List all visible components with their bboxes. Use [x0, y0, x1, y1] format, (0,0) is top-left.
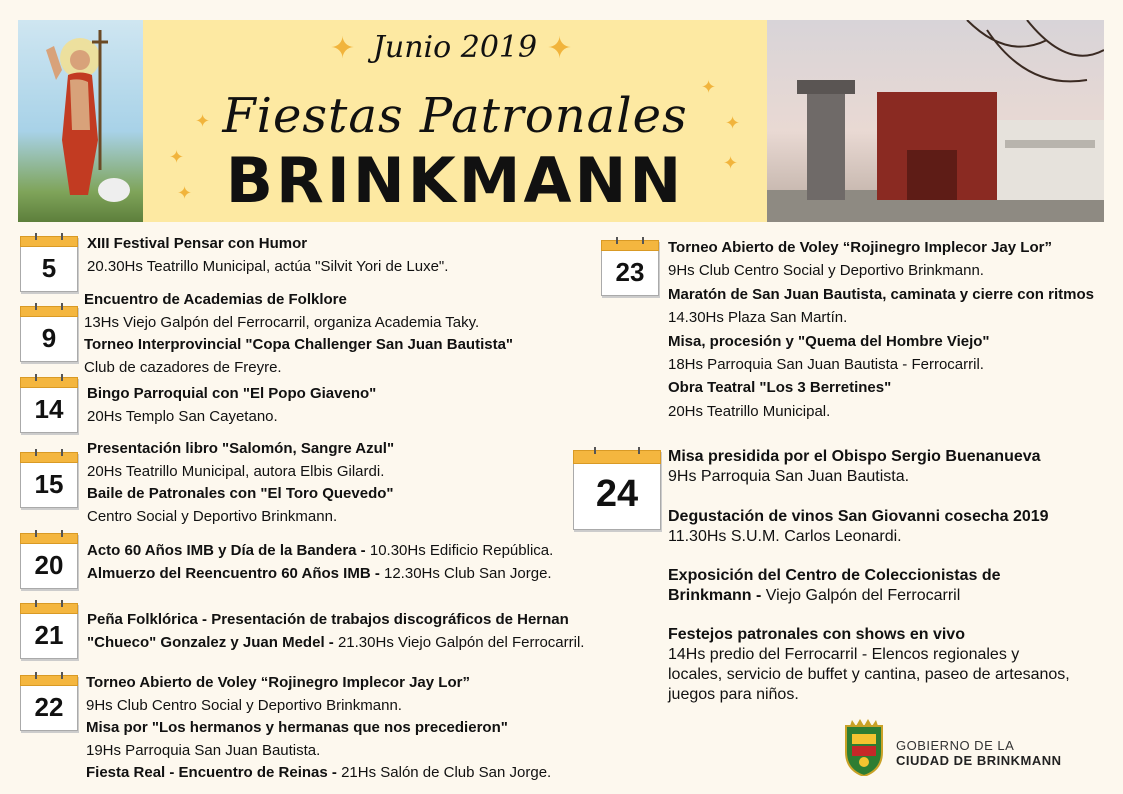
event-detail: 9Hs Club Centro Social y Deportivo Brinkmann. — [86, 696, 402, 714]
calendar-icon-day-23 — [601, 240, 659, 296]
day-number: 23 — [615, 257, 645, 287]
event-title: Presentación libro "Salomón, Sangre Azul" — [87, 440, 395, 457]
event-detail: 12.30Hs Club San Jorge. — [379, 564, 552, 582]
sparkle-icon: ✦ — [195, 111, 211, 131]
event-detail: 13Hs Viejo Galpón del Ferrocarril, organiza Academia Taky. — [84, 313, 480, 331]
event-detail: 21Hs Salón de Club San Jorge. — [336, 764, 552, 781]
event-title: Torneo Abierto de Voley “Rojinegro Implecor Jay Lor” — [86, 674, 470, 691]
event-detail: 21.30Hs Viejo Galpón del Ferrocarril. — [333, 633, 585, 651]
event-detail: Centro Social y Deportivo Brinkmann. — [87, 507, 338, 525]
calendar-icon-day-9 — [20, 306, 78, 362]
coat-of-arms-icon — [840, 716, 888, 776]
day-number: 15 — [34, 469, 64, 499]
events-day-24 — [668, 447, 1041, 487]
event-title: Bingo Parroquial con "El Popo Giaveno" — [87, 385, 377, 402]
day-number: 5 — [41, 253, 57, 283]
calendar-icon-day-22 — [20, 675, 78, 731]
event-detail: 19Hs Parroquia San Juan Bautista. — [86, 741, 321, 759]
sparkle-icon: ✦ — [547, 32, 573, 65]
calendar-icon-day-5 — [20, 236, 78, 292]
event-title: Misa, procesión y "Quema del Hombre Viejo" — [668, 332, 990, 350]
day-number: 21 — [34, 620, 64, 650]
event-title: Almuerzo del Reencuentro 60 Años IMB - — [87, 564, 380, 582]
day-number: 22 — [34, 692, 64, 722]
event-detail: 20Hs Teatrillo Municipal. — [668, 402, 831, 420]
event-detail: 9Hs Parroquia San Juan Bautista. — [668, 468, 910, 485]
event-title: Obra Teatral "Los 3 Berretines" — [668, 379, 892, 397]
church-photo — [767, 20, 1104, 222]
event-title: Torneo Abierto de Voley “Rojinegro Implecor Jay Lor” — [668, 239, 1052, 256]
saint-john-image — [18, 20, 143, 222]
event-detail: locales, servicio de buffet y cantina, paseo de artesanos, — [668, 666, 1070, 683]
event-title: Misa presidida por el Obispo Sergio Buenanueva — [668, 448, 1041, 465]
event-detail: 14.30Hs Plaza San Martín. — [668, 309, 848, 327]
event-title: Acto 60 Años IMB y Día de la Bandera - — [87, 542, 366, 559]
event-title: Exposición del Centro de Coleccionistas de — [668, 567, 1001, 584]
event-title: "Chueco" Gonzalez y Juan Medel - — [87, 633, 334, 651]
event-detail: 11.30Hs S.U.M. Carlos Leonardi. — [668, 528, 902, 545]
event-detail: Viejo Galpón del Ferrocarril — [761, 587, 961, 604]
events-day-5 — [87, 233, 448, 278]
sparkle-icon: ✦ — [723, 153, 739, 173]
events-day-14 — [87, 383, 376, 428]
day-number: 9 — [41, 323, 57, 353]
logo-text-line1: GOBIERNO DE LA — [896, 738, 1015, 753]
event-title: Brinkmann - — [668, 587, 762, 604]
calendar-icon-day-21 — [20, 603, 78, 659]
day-number: 20 — [34, 550, 64, 580]
event-detail: 18Hs Parroquia San Juan Bautista - Ferrocarril. — [668, 356, 984, 374]
event-detail: Club de cazadores de Freyre. — [84, 358, 282, 376]
events-day-24-d — [668, 625, 1070, 705]
event-detail: 10.30Hs Edificio República. — [365, 542, 554, 559]
sparkle-icon: ✦ — [169, 147, 185, 167]
events-day-21 — [87, 609, 584, 654]
day-number: 14 — [34, 394, 64, 424]
municipality-logo — [838, 716, 1108, 780]
event-title: Festejos patronales con shows en vivo — [668, 626, 965, 643]
day-number: 24 — [595, 473, 639, 515]
title-banner — [143, 20, 767, 222]
events-day-9 — [84, 289, 513, 379]
event-title: Fiesta Real - Encuentro de Reinas - — [86, 764, 337, 781]
event-title: Fiestas Patronales — [222, 88, 688, 144]
sparkle-icon: ✦ — [701, 77, 717, 97]
event-title: Encuentro de Academias de Folklore — [84, 291, 347, 308]
event-detail: 9Hs Club Centro Social y Deportivo Brinkmann. — [668, 262, 984, 280]
events-day-23 — [668, 236, 1094, 423]
event-title: Maratón de San Juan Bautista, caminata y cierre con ritmos — [668, 285, 1094, 303]
event-detail: 14Hs predio del Ferrocarril - Elencos regionales y — [668, 646, 1020, 663]
calendar-icon-day-14 — [20, 377, 78, 433]
sparkle-icon: ✦ — [177, 183, 193, 203]
event-detail: 20Hs Templo San Cayetano. — [87, 407, 278, 425]
event-title: XIII Festival Pensar con Humor — [87, 235, 308, 252]
calendar-icon-day-20 — [20, 533, 78, 589]
event-title: Torneo Interprovincial "Copa Challenger San Juan Bautista" — [84, 336, 514, 353]
header — [18, 20, 1104, 222]
events-day-24-b — [668, 507, 1049, 547]
event-detail: 20Hs Teatrillo Municipal, autora Elbis Gilardi. — [87, 462, 385, 480]
events-day-20 — [87, 540, 553, 585]
event-title: Peña Folklórica - Presentación de trabajos discográficos de Hernan — [87, 611, 569, 628]
event-detail: juegos para niños. — [668, 686, 799, 703]
calendar-icon-day-15 — [20, 452, 78, 508]
calendar-icon-day-24 — [573, 450, 661, 530]
logo-text-line2: CIUDAD DE BRINKMANN — [896, 753, 1062, 768]
event-title: Misa por "Los hermanos y hermanas que nos precedieron" — [86, 719, 508, 736]
events-day-24-c — [668, 566, 1001, 606]
events-day-15 — [87, 438, 394, 528]
events-day-22 — [86, 672, 551, 785]
town-title: BRINKMANN — [225, 144, 685, 217]
sparkle-icon: ✦ — [330, 32, 356, 65]
event-detail: 20.30Hs Teatrillo Municipal, actúa "Silvit Yori de Luxe". — [87, 257, 449, 275]
event-title: Baile de Patronales con "El Toro Quevedo" — [87, 485, 394, 502]
sparkle-icon: ✦ — [725, 113, 741, 133]
month-title: Junio 2019 — [372, 30, 538, 65]
event-title: Degustación de vinos San Giovanni cosecha 2019 — [668, 508, 1049, 525]
